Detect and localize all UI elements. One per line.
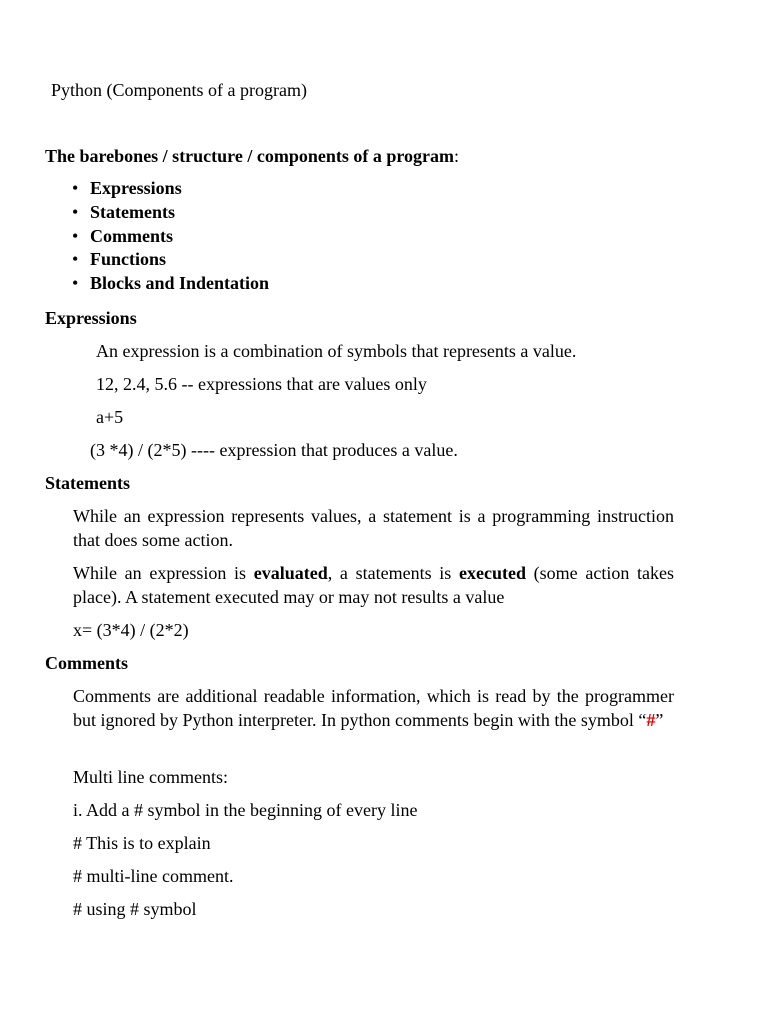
bullet-icon: • xyxy=(72,178,79,198)
statements-text-1: While an expression is xyxy=(73,563,254,583)
list-item xyxy=(72,248,269,272)
comment-example-line: # This is to explain xyxy=(73,833,211,853)
list-item-label: Statements xyxy=(90,201,175,222)
statements-text-2: , a statements is xyxy=(327,563,459,583)
list-item-label: Blocks and Indentation xyxy=(90,273,270,294)
list-item xyxy=(72,201,269,225)
components-list xyxy=(72,177,269,296)
intro-strong: The barebones / structure / components of a program xyxy=(45,146,454,166)
statements-heading: Statements xyxy=(45,473,130,493)
comments-close-quote: ” xyxy=(655,710,664,730)
expression-example-values: 12, 2.4, 5.6 -- expressions that are values only xyxy=(96,374,427,394)
comments-text: Comments are additional readable information, which is read by the programmer but ignored by Python interpreter. In python comments begin with the symbol “ xyxy=(73,686,674,730)
statement-example: x= (3*4) / (2*2) xyxy=(73,620,189,640)
comments-paragraph xyxy=(73,684,674,732)
expression-example-variable: a+5 xyxy=(96,407,124,427)
evaluated-term: evaluated xyxy=(253,563,328,583)
bullet-icon: • xyxy=(72,201,79,222)
list-item-label: Expressions xyxy=(90,178,182,198)
bullet-icon: • xyxy=(72,249,79,270)
expression-definition: An expression is a combination of symbols that represents a value. xyxy=(96,341,577,361)
statements-paragraph-1: While an expression represents values, a statement is a programming instruction that does some action. xyxy=(73,506,674,550)
comment-example-line: # multi-line comment. xyxy=(73,866,234,886)
list-item xyxy=(72,272,269,296)
expression-example-produce: (3 *4) / (2*5) ---- expression that produces a value. xyxy=(90,440,458,460)
multiline-step-1: i. Add a # symbol in the beginning of every line xyxy=(73,800,418,820)
comment-example-line: # using # symbol xyxy=(73,899,197,919)
expressions-heading: Expressions xyxy=(45,308,137,328)
comments-heading: Comments xyxy=(45,653,128,673)
statements-text-3: (some action takes place). A statement executed may or may not results a value xyxy=(73,563,674,607)
list-item xyxy=(72,225,269,249)
list-item-label: Comments xyxy=(90,225,173,246)
bullet-icon: • xyxy=(72,273,79,294)
list-item xyxy=(72,177,269,201)
intro-line xyxy=(45,144,459,168)
statements-paragraph-2 xyxy=(73,561,674,609)
intro-colon: : xyxy=(454,146,460,166)
multiline-label: Multi line comments: xyxy=(73,767,228,787)
page-title: Python (Components of a program) xyxy=(51,80,307,100)
executed-term: executed xyxy=(458,563,526,583)
hash-symbol: # xyxy=(646,710,656,730)
bullet-icon: • xyxy=(72,225,79,246)
list-item-label: Functions xyxy=(90,249,167,270)
